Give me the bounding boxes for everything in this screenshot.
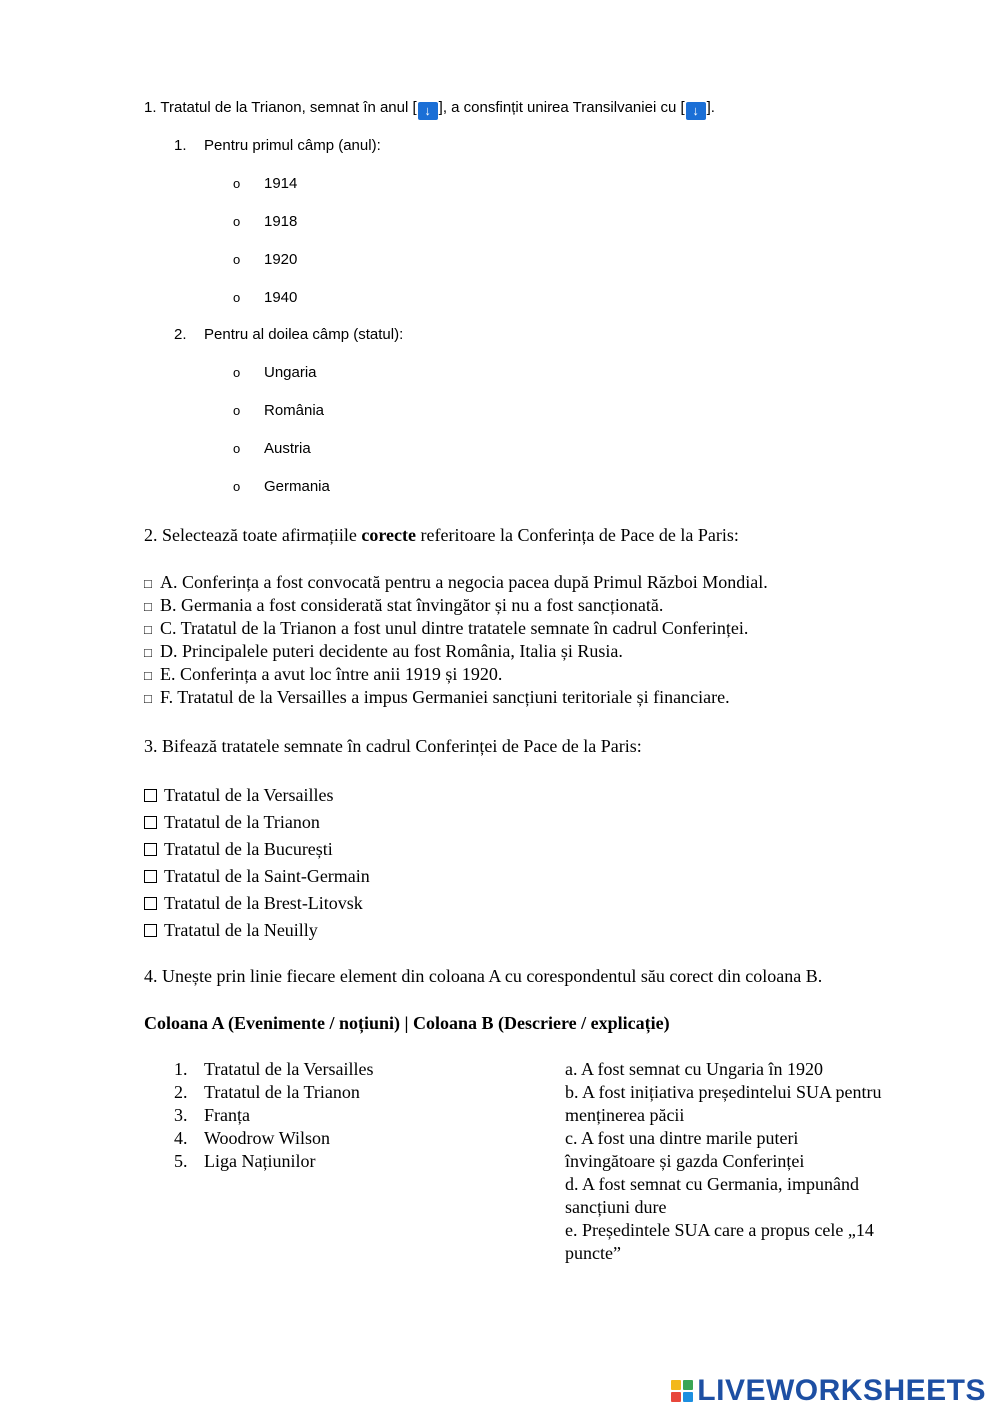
q1-year-option[interactable]: o 1920 xyxy=(233,251,298,268)
q2-option[interactable]: □ D. Principalele puteri decidente au fost România, Italia și Rusia. xyxy=(144,641,623,661)
q1-state-option[interactable]: o Austria xyxy=(233,440,311,457)
bullet-icon: o xyxy=(233,479,241,494)
q1-state-option[interactable]: o Ungaria xyxy=(233,364,317,381)
checkbox-icon[interactable]: □ xyxy=(144,645,152,660)
column-a-item[interactable]: 3. Franța xyxy=(174,1105,250,1125)
column-b-item[interactable]: a. A fost semnat cu Ungaria în 1920 xyxy=(565,1059,823,1079)
year-dropdown-icon[interactable]: ↓ xyxy=(418,102,438,120)
q2-option[interactable]: □ C. Tratatul de la Trianon a fost unul dintre tratatele semnate în cadrul Conferinței. xyxy=(144,618,749,638)
q3-option[interactable]: Tratatul de la București xyxy=(144,839,333,860)
checkbox-icon[interactable]: □ xyxy=(144,576,152,591)
checkbox-icon[interactable] xyxy=(144,897,157,910)
logo-block xyxy=(683,1392,693,1402)
question-2-title: 2. Selectează toate afirmațiile corecte referitoare la Conferința de Pace de la Paris: xyxy=(144,525,739,545)
checkbox-icon[interactable] xyxy=(144,870,157,883)
question-3-title: 3. Bifează tratatele semnate în cadrul Conferinței de Pace de la Paris: xyxy=(144,736,642,756)
column-a-item[interactable]: 5. Liga Națiunilor xyxy=(174,1151,316,1171)
q1-state-option[interactable]: o România xyxy=(233,402,325,419)
q1-sub-question-2: 2. Pentru al doilea câmp (statul): xyxy=(174,326,404,343)
checkbox-icon[interactable] xyxy=(144,816,157,829)
column-b-item[interactable]: e. Președintele SUA care a propus cele „14 xyxy=(565,1220,874,1240)
bullet-icon: o xyxy=(233,176,241,191)
bullet-icon: o xyxy=(233,214,241,229)
q1-year-option[interactable]: o 1914 xyxy=(233,175,298,192)
q2-option[interactable]: □ A. Conferința a fost convocată pentru a negocia pacea după Primul Război Mondial. xyxy=(144,572,768,592)
checkbox-icon[interactable]: □ xyxy=(144,599,152,614)
bullet-icon: o xyxy=(233,441,241,456)
column-b-item[interactable]: c. A fost una dintre marile puteri xyxy=(565,1128,799,1148)
bullet-icon: o xyxy=(233,365,241,380)
checkbox-icon[interactable] xyxy=(144,843,157,856)
checkbox-icon[interactable] xyxy=(144,789,157,802)
column-a-item[interactable]: 4. Woodrow Wilson xyxy=(174,1128,330,1148)
q2-option[interactable]: □ E. Conferința a avut loc între anii 1919 și 1920. xyxy=(144,664,503,684)
checkbox-icon[interactable]: □ xyxy=(144,691,152,706)
q1-year-option[interactable]: o 1940 xyxy=(233,289,298,306)
column-b-item-cont[interactable]: menținerea păcii xyxy=(565,1105,685,1125)
column-a-item[interactable]: 1. Tratatul de la Versailles xyxy=(174,1059,374,1079)
bullet-icon: o xyxy=(233,252,241,267)
q3-option[interactable]: Tratatul de la Saint-Germain xyxy=(144,866,370,887)
q1-year-option[interactable]: o 1918 xyxy=(233,213,298,230)
q3-option[interactable]: Tratatul de la Versailles xyxy=(144,785,333,806)
q1-state-option[interactable]: o Germania xyxy=(233,478,330,495)
liveworksheets-logo xyxy=(671,1374,986,1408)
checkbox-icon[interactable] xyxy=(144,924,157,937)
logo-block xyxy=(671,1380,681,1390)
q3-option[interactable]: Tratatul de la Brest-Litovsk xyxy=(144,893,363,914)
question-1-text: 1. Tratatul de la Trianon, semnat în anul [ ↓ ], a consfințit unirea Transilvaniei cu [ ↓ ]. xyxy=(144,99,715,118)
column-a-item[interactable]: 2. Tratatul de la Trianon xyxy=(174,1082,360,1102)
logo-block xyxy=(671,1392,681,1402)
q3-option[interactable]: Tratatul de la Neuilly xyxy=(144,920,318,941)
logo-block xyxy=(683,1380,693,1390)
bullet-icon: o xyxy=(233,290,241,305)
column-b-item-cont[interactable]: puncte” xyxy=(565,1243,621,1263)
logo-blocks-icon xyxy=(671,1380,693,1402)
q1-sub-question-1: 1. Pentru primul câmp (anul): xyxy=(174,137,381,154)
state-dropdown-icon[interactable]: ↓ xyxy=(686,102,706,120)
checkbox-icon[interactable]: □ xyxy=(144,622,152,637)
q2-option[interactable]: □ F. Tratatul de la Versailles a impus Germaniei sancțiuni teritoriale și financiare. xyxy=(144,687,730,707)
bullet-icon: o xyxy=(233,403,241,418)
question-4-title: 4. Unește prin linie fiecare element din coloana A cu corespondentul său corect din coloana B. xyxy=(144,966,823,986)
column-b-item-cont[interactable]: învingătoare și gazda Conferinței xyxy=(565,1151,805,1171)
logo-text: LIVEWORKSHEETS xyxy=(697,1374,986,1407)
column-b-item[interactable]: b. A fost inițiativa președintelui SUA pentru xyxy=(565,1082,882,1102)
column-b-item[interactable]: d. A fost semnat cu Germania, impunând xyxy=(565,1174,859,1194)
q2-option[interactable]: □ B. Germania a fost considerată stat învingător și nu a fost sancționată. xyxy=(144,595,664,615)
column-b-item-cont[interactable]: sancțiuni dure xyxy=(565,1197,667,1217)
checkbox-icon[interactable]: □ xyxy=(144,668,152,683)
q3-option[interactable]: Tratatul de la Trianon xyxy=(144,812,320,833)
columns-header: Coloana A (Evenimente / noțiuni) | Coloana B (Descriere / explicație) xyxy=(144,1013,670,1033)
